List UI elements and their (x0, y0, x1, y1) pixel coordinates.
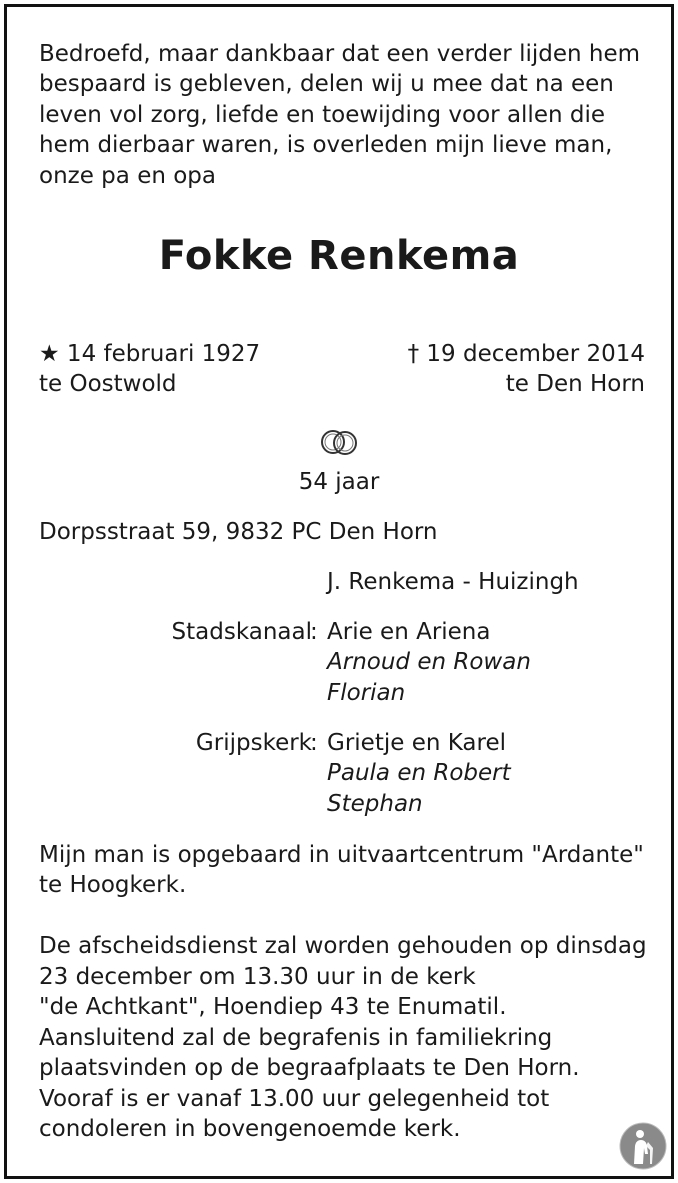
children-names: Arie en Ariena (327, 619, 491, 645)
family-place: Grijpskerk (195, 730, 312, 756)
spouse-name: J. Renkema - Huizingh (327, 569, 579, 595)
grandchildren-names: Florian (327, 680, 406, 706)
birth-place: te Oostwold (39, 371, 177, 397)
service-line: 23 december om 13.30 uur in de kerk (39, 964, 476, 990)
family-separator: : (310, 730, 318, 756)
death-date: † 19 december 2014 (407, 341, 645, 367)
intro-line: bespaard is gebleven, delen wij u mee dat na een (39, 71, 614, 97)
intro-line: onze pa en opa (39, 163, 216, 189)
obituary-card (4, 4, 674, 1179)
grandchildren-names: Stephan (327, 791, 423, 817)
service-line: condoleren in bovengenoemde kerk. (39, 1116, 461, 1142)
laid-out-line: Mijn man is opgebaard in uitvaartcentrum "Ardante" (39, 842, 644, 868)
deceased-name: Fokke Renkema (158, 233, 520, 279)
laid-out-line: te Hoogkerk. (39, 872, 187, 898)
death-place: te Den Horn (505, 371, 645, 397)
family-separator: : (310, 619, 318, 645)
service-line: Vooraf is er vanaf 13.00 uur gelegenheid tot (39, 1086, 550, 1112)
service-line: plaatsvinden op de begraafplaats te Den Horn. (39, 1055, 580, 1081)
grandchildren-names: Paula en Robert (327, 760, 511, 786)
intro-line: Bedroefd, maar dankbaar dat een verder lijden hem (39, 41, 641, 67)
intro-line: leven vol zorg, liefde en toewijding voor allen die (39, 102, 606, 128)
service-line: Aansluitend zal de begrafenis in familiekring (39, 1025, 553, 1051)
intro-line: hem dierbaar waren, is overleden mijn lieve man, (39, 132, 613, 158)
grandchildren-names: Arnoud en Rowan (327, 649, 531, 675)
address: Dorpsstraat 59, 9832 PC Den Horn (39, 519, 438, 545)
family-place: Stadskanaal (171, 619, 312, 645)
birth-date: ★ 14 februari 1927 (39, 341, 261, 367)
marriage-years: 54 jaar (298, 469, 380, 495)
memorial-figure-icon (619, 1122, 667, 1170)
service-line: De afscheidsdienst zal worden gehouden op dinsdag (39, 933, 647, 959)
wedding-rings-icon (318, 427, 362, 459)
children-names: Grietje en Karel (327, 730, 506, 756)
service-line: "de Achtkant", Hoendiep 43 te Enumatil. (39, 994, 507, 1020)
